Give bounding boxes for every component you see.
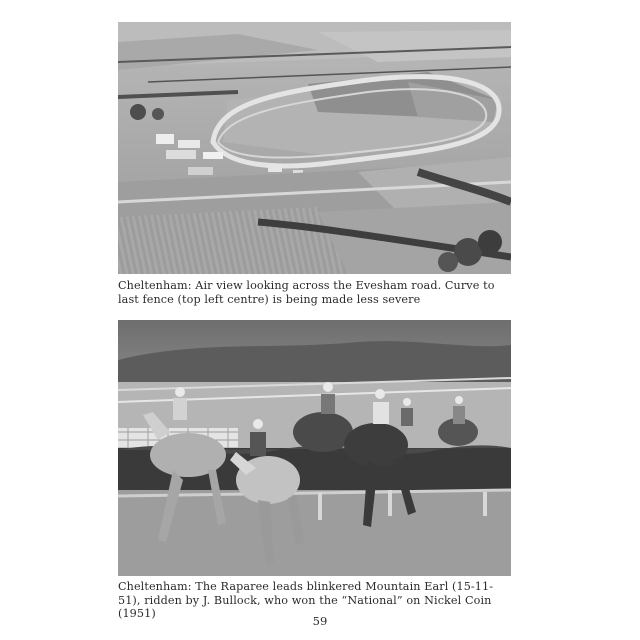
steeplechase-photo bbox=[118, 320, 511, 576]
aerial-photo bbox=[118, 22, 511, 274]
aerial-photo-image bbox=[118, 22, 511, 274]
page-number: 59 bbox=[312, 614, 328, 628]
steeplechase-photo-caption: Cheltenham: The Raparee leads blinkered Mountain Earl (15-11-51), ridden by J. Bullock, who won the “National” on Nickel Coin (1951) bbox=[118, 580, 494, 620]
aerial-photo-caption: Cheltenham: Air view looking across the Evesham road. Curve to last fence (top left centre) is being made less severe bbox=[118, 279, 495, 306]
steeplechase-photo-image bbox=[118, 320, 511, 576]
